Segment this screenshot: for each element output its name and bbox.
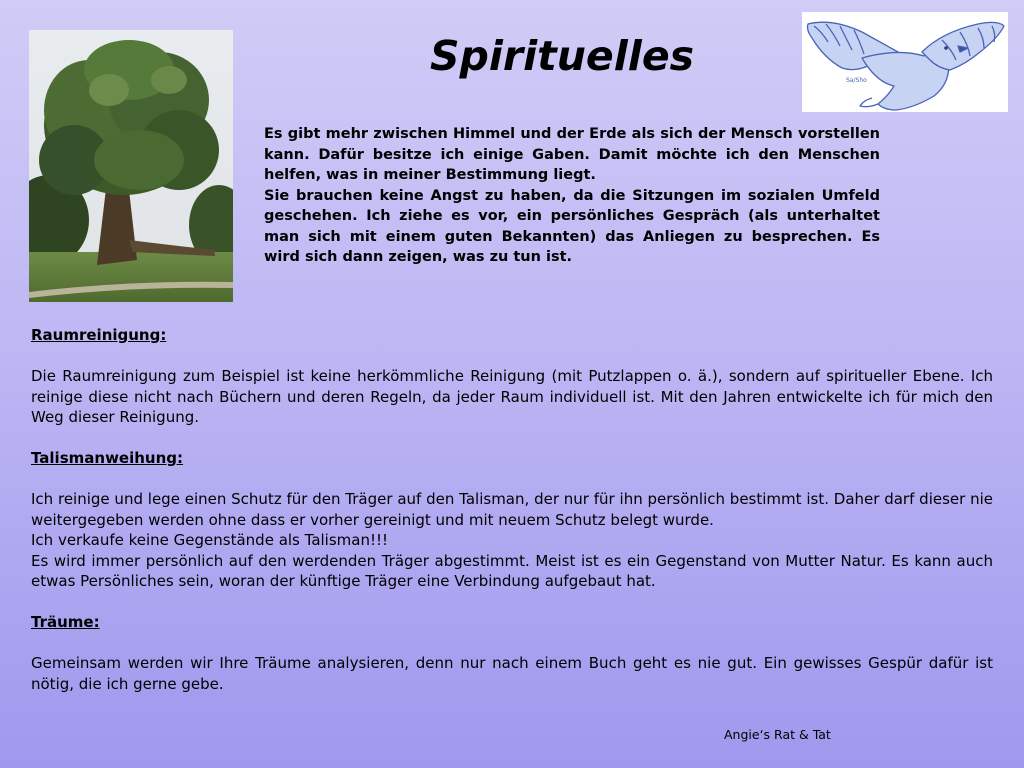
dove-signature: Sa/Sho — [846, 77, 867, 84]
traeume-text: Gemeinsam werden wir Ihre Träume analysieren, denn nur nach einem Buch geht es nie gut. Ein gewisses Gespür dafür ist nötig, die ich gerne gebe. — [31, 654, 993, 693]
intro-paragraph-1: Es gibt mehr zwischen Himmel und der Erde als sich der Mensch vorstellen kann. Dafür besitze ich einige Gaben. Damit möchte ich den Menschen helfen, was in meiner Bestimmung liegt. — [264, 126, 880, 183]
talisman-text-2: Ich verkaufe keine Gegenstände als Talisman!!! — [31, 531, 389, 549]
raumreinigung-heading: Raumreinigung: — [31, 326, 167, 344]
footer-text: Angie‘s Rat & Tat — [724, 727, 831, 742]
talisman-text-3: Es wird immer persönlich auf den werdenden Träger abgestimmt. Meist ist es ein Gegenstand von Mutter Natur. Es kann auch etwas Persönliches sein, woran der künftige Träger eine Verbindung aufgebaut hat. — [31, 551, 993, 590]
raumreinigung-text: Die Raumreinigung zum Beispiel ist keine herkömmliche Reinigung (mit Putzlappen o. ä.), sondern auf spiritueller Ebene. Ich reinige diese nicht nach Büchern und deren Regeln, da jeder Raum individuell ist. Mit den Jahren entwickelte ich für mich den Weg dieser Reinigung. — [31, 367, 993, 426]
page-title: Spirituelles — [429, 32, 695, 80]
main-content — [31, 325, 993, 694]
intro-paragraph-2: Sie brauchen keine Angst zu haben, da die Sitzungen im sozialen Umfeld geschehen. Ich ziehe es vor, ein persönliches Gespräch (als unterhaltet man sich mit einem guten Bekannten) das Anliegen zu besprechen. Es wird sich dann zeigen, was zu tun ist. — [264, 187, 880, 265]
tree-photo — [29, 30, 233, 302]
intro-text — [264, 124, 880, 268]
dove-image — [802, 12, 1008, 112]
talisman-heading: Talismanweihung: — [31, 449, 184, 467]
traeume-heading: Träume: — [31, 613, 100, 631]
talisman-text-1: Ich reinige und lege einen Schutz für den Träger auf den Talisman, der nur für ihn persönlich bestimmt ist. Daher darf dieser nie weitergegeben werden ohne dass er vorher gereinigt und mit neuem Schutz belegt wurde. — [31, 490, 993, 529]
page-title-container — [320, 30, 804, 82]
